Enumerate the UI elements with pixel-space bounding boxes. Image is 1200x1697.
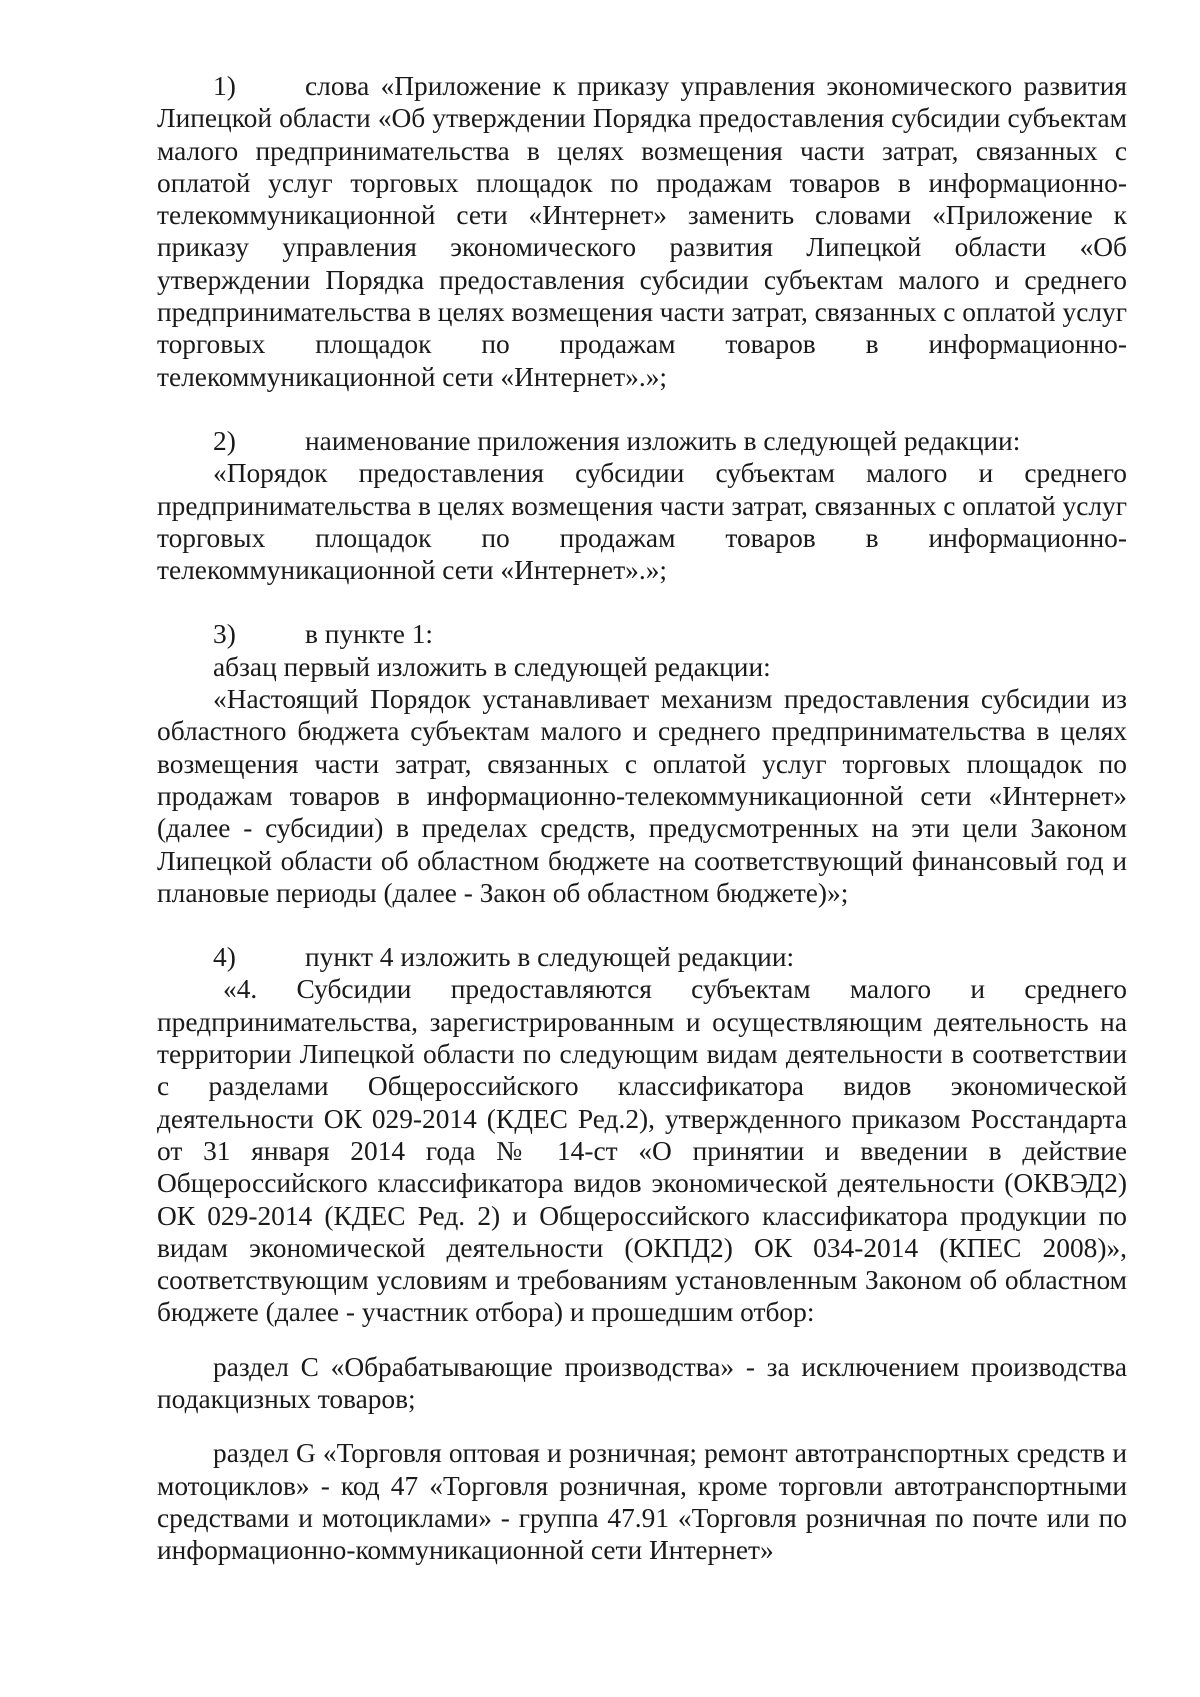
item-1-text: слова «Приложение к приказу управления экономического развития Липецкой области «Об утверждении Порядка предоставления субсидии субъектам малого предпринимательства в целях возмещения части затрат, связанных с оплатой услуг торговых площадок по продажам товаров в информационно-телекоммуникационной сети «Интернет» заменить словами «Приложение к приказу управления экономического развития Липецкой области «Об утверждении Порядка предоставления субсидии субъектам малого и среднего предпринимательства в целях возмещения части затрат, связанных с оплатой услуг торговых площадок по продажам товаров в информационно-телекоммуникационной сети «Интернет».»; <box>157 71 1127 392</box>
document-page <box>157 70 1127 1566</box>
item-3-text: в пункте 1: <box>305 619 434 650</box>
spacer <box>157 1415 1127 1437</box>
section-g: раздел G «Торговля оптовая и розничная; ремонт автотранспортных средств и мотоциклов» - код 47 «Торговля розничная, кроме торговли автотранспортными средствами и мотоциклами» - группа 47.91 «Торговля розничная по почте или по информационно-коммуникационной сети Интернет» <box>157 1438 1127 1566</box>
item-1-number: 1) <box>213 71 236 101</box>
item-2-text: наименование приложения изложить в следующей редакции: <box>305 425 1021 456</box>
item-4-text: пункт 4 изложить в следующей редакции: <box>305 942 795 973</box>
item-4-quote: «4. Субсидии предоставляются субъектам малого и среднего предпринимательства, зарегистрированным и осуществляющим деятельность на территории Липецкой области по следующим видам деятельности в соответствии с разделами Общероссийского классификатора видов экономической деятельности ОК 029-2014 (КДЕС Ред.2), утвержденного приказом Росстандарта от 31 января 2014 года № 14-ст «О принятии и введении в действие Общероссийского классификатора видов экономической деятельности (ОКВЭД2) ОК 029-2014 (КДЕС Ред. 2) и Общероссийского классификатора продукции по видам экономической деятельности (ОКПД2) ОК 034-2014 (КПЕС 2008)», соответствующим условиям и требованиям установленным Законом об областном бюджете (далее - участник отбора) и прошедшим отбор: <box>157 974 1127 1328</box>
item-4-number: 4) <box>213 942 236 973</box>
item-4 <box>157 941 1127 973</box>
item-3-number: 3) <box>213 619 236 650</box>
item-2-quote: «Порядок предоставления субсидии субъектам малого и среднего предпринимательства в целях возмещения части затрат, связанных с оплатой услуг торговых площадок по продажам товаров в информационно-телекоммуникационной сети «Интернет».»; <box>157 458 1127 586</box>
item-2 <box>157 425 1127 457</box>
item-3-quote: «Настоящий Порядок устанавливает механизм предоставления субсидии из областного бюджета субъектам малого и среднего предпринимательства в целях возмещения части затрат, связанных с оплатой услуг торговых площадок по продажам товаров в информационно-телекоммуникационной сети «Интернет» (далее - субсидии) в пределах средств, предусмотренных на эти цели Законом Липецкой области об областном бюджете на соответствующий финансовый год и плановые периоды (далее - Закон об областном бюджете)»; <box>157 684 1127 908</box>
item-3 <box>157 618 1127 650</box>
spacer <box>157 393 1127 425</box>
spacer <box>157 586 1127 618</box>
item-2-number: 2) <box>213 425 236 456</box>
item-3-subtext: абзац первый изложить в следующей редакции: <box>213 651 771 682</box>
item-1 <box>157 70 1127 393</box>
spacer <box>157 1329 1127 1351</box>
spacer <box>157 909 1127 941</box>
section-c: раздел C «Обрабатывающие производства» - за исключением производства подакцизных товаров; <box>157 1351 1127 1414</box>
